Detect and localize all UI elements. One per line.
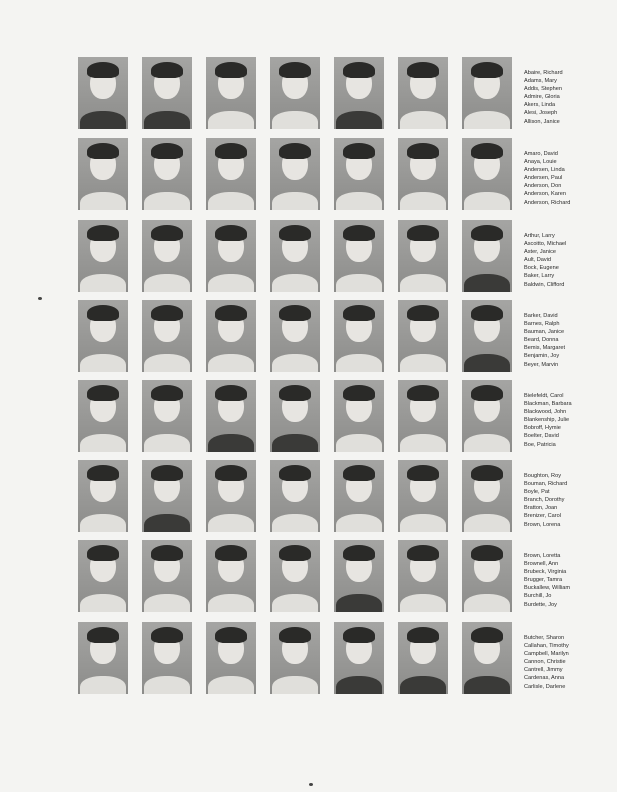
student-portrait — [462, 138, 512, 210]
student-portrait — [78, 540, 128, 612]
student-name: Boelter, David — [524, 433, 559, 440]
student-name: Blankenship, Julie — [524, 417, 570, 424]
student-name: Boe, Patricia — [524, 441, 556, 448]
student-name: Baldwin, Clifford — [524, 281, 565, 288]
name-list — [524, 392, 604, 449]
student-name: Addis, Stephen — [524, 86, 562, 93]
student-portrait — [78, 300, 128, 372]
portrait-row — [78, 460, 598, 536]
name-list — [524, 232, 604, 289]
student-portrait — [334, 622, 384, 694]
student-name: Bock, Eugene — [524, 265, 559, 272]
student-name: Bemis, Margaret — [524, 345, 566, 352]
student-name: Baker, Larry — [524, 273, 555, 280]
student-portrait — [270, 300, 320, 372]
student-portrait — [270, 57, 320, 129]
student-portrait — [206, 220, 256, 292]
student-name: Benjamin, Joy — [524, 353, 560, 360]
student-name: Amaro, David — [524, 151, 558, 157]
student-portrait — [142, 460, 192, 532]
student-name: Andersen, Paul — [524, 175, 563, 182]
student-portrait — [270, 138, 320, 210]
student-name: Andersen, Linda — [524, 167, 565, 174]
student-portrait — [142, 540, 192, 612]
student-portrait — [398, 622, 448, 694]
student-portrait — [142, 380, 192, 452]
student-name: Bobroff, Hymie — [524, 425, 561, 432]
student-portrait — [334, 220, 384, 292]
student-name: Ascoitto, Michael — [524, 241, 567, 248]
student-name: Akers, Linda — [524, 102, 556, 109]
student-portrait — [462, 380, 512, 452]
student-name: Carlisle, Darlene — [524, 683, 566, 690]
student-name: Arthur, Larry — [524, 233, 555, 239]
student-portrait — [398, 57, 448, 129]
student-name: Bouman, Richard — [524, 481, 568, 488]
scan-speck — [38, 297, 42, 300]
student-portrait — [78, 460, 128, 532]
name-list — [524, 552, 604, 609]
student-name: Buckallew, William — [524, 585, 571, 592]
student-portrait — [142, 622, 192, 694]
student-name: Anderson, Richard — [524, 199, 571, 206]
student-name: Bratton, Joan — [524, 505, 558, 512]
student-name: Butcher, Sharon — [524, 635, 565, 641]
student-portrait — [462, 622, 512, 694]
student-portrait — [334, 460, 384, 532]
student-portrait — [78, 138, 128, 210]
student-name: Brubeck, Virginia — [524, 569, 567, 576]
student-portrait — [142, 138, 192, 210]
student-name: Cantrell, Jimmy — [524, 667, 563, 674]
student-name: Callahan, Timothy — [524, 643, 569, 650]
portrait-row — [78, 300, 598, 376]
student-portrait — [142, 220, 192, 292]
student-name: Brenizer, Carol — [524, 513, 561, 520]
student-portrait — [206, 57, 256, 129]
portrait-row — [78, 138, 598, 214]
student-name: Campbell, Marilyn — [524, 651, 569, 658]
student-portrait — [270, 460, 320, 532]
student-portrait — [334, 138, 384, 210]
name-list — [524, 69, 604, 126]
student-name: Aster, Janice — [524, 249, 557, 256]
student-name: Boyle, Pat — [524, 489, 550, 496]
student-portrait — [142, 300, 192, 372]
student-name: Blackman, Barbara — [524, 401, 572, 408]
student-portrait — [462, 57, 512, 129]
student-name: Burchill, Jo — [524, 593, 552, 600]
student-portrait — [78, 380, 128, 452]
student-name: Anderson, Don — [524, 183, 562, 190]
student-name: Cannon, Christie — [524, 659, 566, 666]
student-name: Anaya, Louie — [524, 159, 557, 166]
student-name: Alesi, Joseph — [524, 110, 558, 117]
student-portrait — [334, 540, 384, 612]
student-name: Beyer, Marvin — [524, 361, 559, 368]
student-name: Barnes, Ralph — [524, 321, 560, 328]
student-name: Adams, Mary — [524, 78, 557, 85]
student-portrait — [206, 540, 256, 612]
student-name: Boughton, Roy — [524, 473, 562, 479]
student-portrait — [206, 380, 256, 452]
student-name: Allison, Janice — [524, 118, 560, 125]
student-portrait — [78, 57, 128, 129]
student-portrait — [270, 622, 320, 694]
student-portrait — [398, 540, 448, 612]
student-name: Bielefeldt, Carol — [524, 393, 564, 399]
name-list — [524, 150, 604, 207]
student-name: Anderson, Karen — [524, 191, 566, 198]
student-name: Cardenas, Anna — [524, 675, 565, 682]
student-portrait — [398, 460, 448, 532]
student-name: Blackwood, John — [524, 409, 567, 416]
student-portrait — [206, 622, 256, 694]
student-portrait — [398, 220, 448, 292]
portrait-row — [78, 622, 598, 698]
scan-speck — [309, 783, 313, 786]
student-name: Admire, Gloria — [524, 94, 560, 101]
student-portrait — [398, 300, 448, 372]
student-name: Brown, Lorena — [524, 521, 561, 528]
student-portrait — [206, 300, 256, 372]
student-portrait — [206, 138, 256, 210]
student-name: Brugger, Tamra — [524, 577, 563, 584]
student-portrait — [270, 220, 320, 292]
student-portrait — [206, 460, 256, 532]
student-name: Barker, David — [524, 313, 558, 319]
student-name: Bauman, Janice — [524, 329, 565, 336]
student-portrait — [462, 460, 512, 532]
portrait-row — [78, 220, 598, 296]
student-portrait — [334, 57, 384, 129]
student-name: Beard, Donna — [524, 337, 559, 344]
name-list — [524, 312, 604, 369]
student-portrait — [398, 380, 448, 452]
student-portrait — [270, 380, 320, 452]
student-name: Ault, David — [524, 257, 552, 264]
student-portrait — [142, 57, 192, 129]
name-list — [524, 472, 604, 529]
student-portrait — [270, 540, 320, 612]
student-name: Branch, Dorothy — [524, 497, 565, 504]
student-portrait — [334, 380, 384, 452]
student-portrait — [78, 220, 128, 292]
portrait-row — [78, 380, 598, 456]
student-name: Burdette, Joy — [524, 601, 557, 608]
student-name: Abaire, Richard — [524, 70, 563, 76]
portrait-row — [78, 57, 598, 133]
student-name: Brown, Loretta — [524, 553, 561, 559]
student-portrait — [78, 622, 128, 694]
portrait-row — [78, 540, 598, 616]
student-portrait — [334, 300, 384, 372]
student-name: Brownell, Ann — [524, 561, 559, 568]
name-list — [524, 634, 604, 691]
student-portrait — [398, 138, 448, 210]
student-portrait — [462, 540, 512, 612]
student-portrait — [462, 220, 512, 292]
student-portrait — [462, 300, 512, 372]
